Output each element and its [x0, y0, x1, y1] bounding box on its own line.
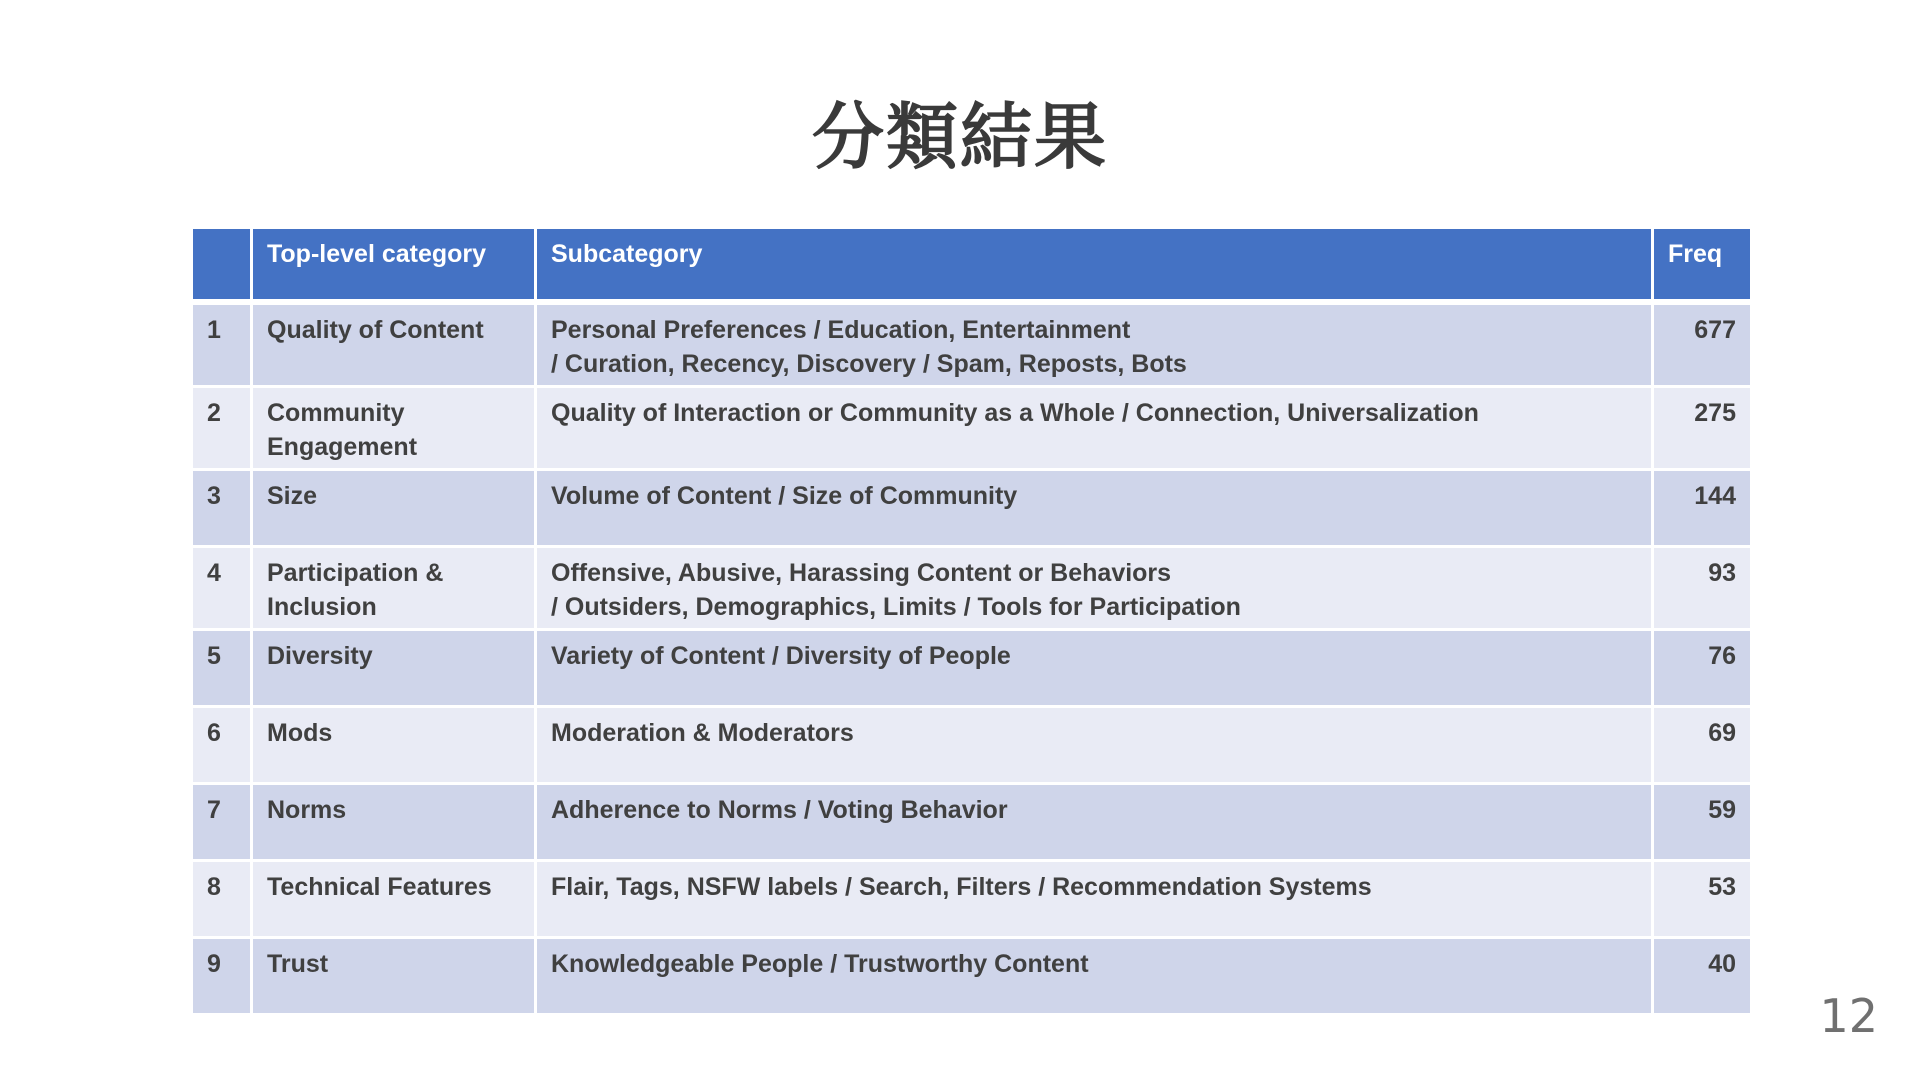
row-freq: 59: [1653, 783, 1752, 860]
table-row: [192, 937, 1752, 1014]
subcategory-line: Personal Preferences / Education, Entertainment: [551, 315, 1131, 344]
row-index: 2: [192, 386, 252, 469]
header-category: Top-level category: [252, 228, 536, 302]
header-freq: Freq: [1653, 228, 1752, 302]
subcategory-line: / Curation, Recency, Discovery / Spam, Reposts, Bots: [551, 349, 1187, 378]
row-index: 4: [192, 546, 252, 629]
row-index: 3: [192, 469, 252, 546]
row-freq: 76: [1653, 629, 1752, 706]
row-category: Trust: [252, 937, 536, 1014]
row-freq: 275: [1653, 386, 1752, 469]
row-index: 9: [192, 937, 252, 1014]
row-subcategory: [536, 546, 1653, 629]
row-index: 1: [192, 302, 252, 387]
row-subcategory: [536, 386, 1653, 469]
table-row: [192, 629, 1752, 706]
subcategory-line: Adherence to Norms / Voting Behavior: [551, 795, 1008, 824]
table-row: [192, 469, 1752, 546]
table-header-row: [192, 228, 1752, 302]
page-number: 12: [1819, 989, 1878, 1043]
row-subcategory: [536, 302, 1653, 387]
row-index: 6: [192, 706, 252, 783]
header-index: [192, 228, 252, 302]
subcategory-line: Offensive, Abusive, Harassing Content or Behaviors: [551, 558, 1172, 587]
row-freq: 69: [1653, 706, 1752, 783]
subcategory-line: Flair, Tags, NSFW labels / Search, Filters / Recommendation Systems: [551, 872, 1372, 901]
header-subcategory: Subcategory: [536, 228, 1653, 302]
row-subcategory: [536, 629, 1653, 706]
row-category: Mods: [252, 706, 536, 783]
row-freq: 144: [1653, 469, 1752, 546]
table-row: [192, 546, 1752, 629]
row-subcategory: [536, 706, 1653, 783]
row-subcategory: [536, 783, 1653, 860]
table-row: [192, 706, 1752, 783]
subcategory-line: Moderation & Moderators: [551, 718, 854, 747]
subcategory-line: Volume of Content / Size of Community: [551, 481, 1018, 510]
subcategory-line: Quality of Interaction or Community as a Whole / Connection, Universalization: [551, 398, 1479, 427]
table-row: [192, 302, 1752, 387]
row-freq: 93: [1653, 546, 1752, 629]
table-row: [192, 860, 1752, 937]
row-subcategory: [536, 937, 1653, 1014]
table-row: [192, 783, 1752, 860]
slide-title: 分類結果: [811, 95, 1108, 179]
row-freq: 40: [1653, 937, 1752, 1014]
row-category: Norms: [252, 783, 536, 860]
row-category: Quality of Content: [252, 302, 536, 387]
row-freq: 677: [1653, 302, 1752, 387]
row-category: Community Engagement: [252, 386, 536, 469]
table-row: [192, 386, 1752, 469]
row-index: 7: [192, 783, 252, 860]
row-category: Size: [252, 469, 536, 546]
row-subcategory: [536, 860, 1653, 937]
row-subcategory: [536, 469, 1653, 546]
subcategory-line: / Outsiders, Demographics, Limits / Tools for Participation: [551, 592, 1241, 621]
row-index: 8: [192, 860, 252, 937]
row-category: Participation & Inclusion: [252, 546, 536, 629]
row-category: Diversity: [252, 629, 536, 706]
row-index: 5: [192, 629, 252, 706]
category-table: [190, 226, 1753, 1016]
subcategory-line: Variety of Content / Diversity of People: [551, 641, 1011, 670]
row-freq: 53: [1653, 860, 1752, 937]
row-category: Technical Features: [252, 860, 536, 937]
subcategory-line: Knowledgeable People / Trustworthy Content: [551, 949, 1089, 978]
